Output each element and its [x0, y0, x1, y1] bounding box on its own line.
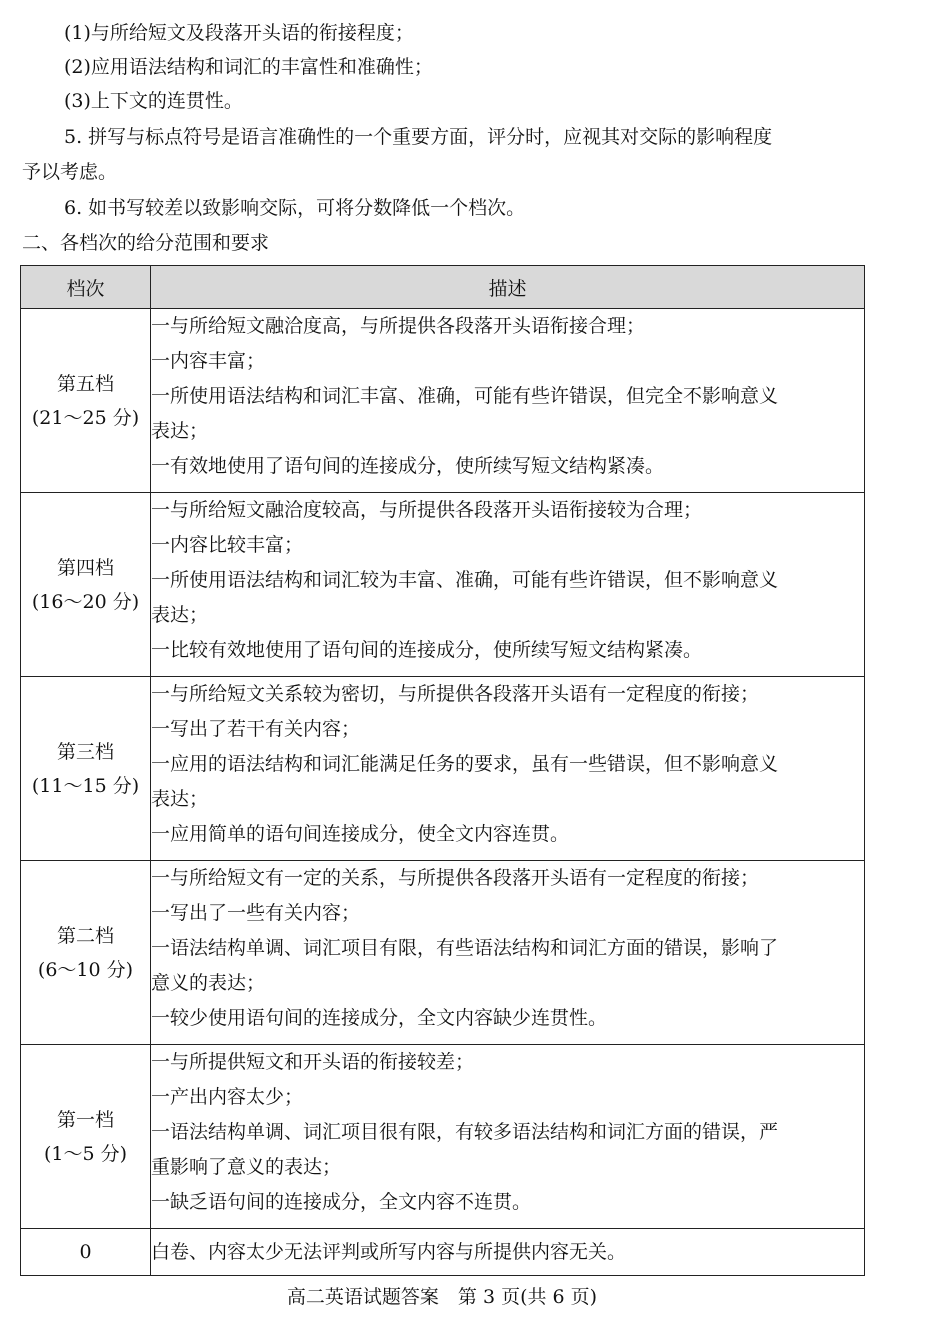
description-line: 一内容比较丰富；: [151, 534, 304, 556]
level-range: (1～5 分): [43, 1142, 128, 1165]
description-cell: [151, 1045, 865, 1229]
description-cell: [151, 861, 865, 1045]
table-row: [21, 493, 865, 677]
description-line: 一语法结构单调、词汇项目有限，有些语法结构和词汇方面的错误，影响了: [151, 937, 779, 959]
table-row: [21, 861, 865, 1045]
description-line: 表达；: [151, 788, 209, 810]
description-line: 一与所给短文有一定的关系，与所提供各段落开头语有一定程度的衔接；: [151, 867, 760, 889]
table-row: [21, 1045, 865, 1229]
level-range: (6～10 分): [37, 958, 134, 981]
level-name: 0: [79, 1241, 92, 1263]
header-description: 描述: [151, 266, 865, 309]
level-cell: [21, 1229, 151, 1276]
level-range: (21～25 分): [31, 406, 140, 429]
description-line: 一语法结构单调、词汇项目很有限，有较多语法结构和词汇方面的错误，严: [151, 1121, 779, 1143]
level-cell: [21, 1045, 151, 1229]
description-line: 一应用的语法结构和词汇能满足任务的要求，虽有一些错误，但不影响意义: [151, 753, 779, 775]
criterion-item-1: (1)与所给短文及段落开头语的衔接程度；: [64, 22, 414, 44]
section-heading: 二、各档次的给分范围和要求: [22, 232, 270, 254]
description-line: 一与所给短文融洽度较高，与所提供各段落开头语衔接较为合理；: [151, 499, 703, 521]
level-cell: [21, 677, 151, 861]
description-line: 白卷、内容太少无法评判或所写内容与所提供内容无关。: [151, 1240, 627, 1263]
description-line: 一有效地使用了语句间的连接成分，使所续写短文结构紧凑。: [151, 455, 665, 477]
level-cell: [21, 309, 151, 493]
rule-6-text: 6. 如书写较差以致影响交际，可将分数降低一个档次。: [64, 197, 526, 219]
description-line: 一缺乏语句间的连接成分，全文内容不连贯。: [151, 1191, 532, 1213]
description-line: 一内容丰富；: [151, 350, 266, 372]
level-cell: [21, 493, 151, 677]
description-line: 一产出内容太少；: [151, 1086, 304, 1108]
description-line: 一与所给短文融洽度高，与所提供各段落开头语衔接合理；: [151, 315, 646, 337]
description-cell: [151, 677, 865, 861]
description-line: 表达；: [151, 604, 209, 626]
table-row: [21, 677, 865, 861]
description-line: 一所使用语法结构和词汇丰富、准确，可能有些许错误，但完全不影响意义: [151, 385, 779, 407]
description-line: 一所使用语法结构和词汇较为丰富、准确，可能有些许错误，但不影响意义: [151, 569, 779, 591]
description-line: 一较少使用语句间的连接成分，全文内容缺少连贯性。: [151, 1007, 608, 1029]
description-line: 一写出了一些有关内容；: [151, 902, 361, 924]
criterion-item-3: (3)上下文的连贯性。: [64, 90, 243, 112]
level-name: 第一档: [56, 1108, 114, 1131]
description-line: 一与所提供短文和开头语的衔接较差；: [151, 1051, 475, 1073]
level-range: (16～20 分): [31, 590, 140, 613]
description-line: 表达；: [151, 420, 209, 442]
level-name: 第三档: [56, 740, 114, 763]
level-cell: [21, 861, 151, 1045]
description-line: 一应用简单的语句间连接成分，使全文内容连贯。: [151, 823, 570, 845]
description-cell: [151, 1229, 865, 1276]
table-header-row: [21, 266, 865, 309]
table-row: [21, 1229, 865, 1276]
description-cell: [151, 309, 865, 493]
description-line: 一写出了若干有关内容；: [151, 718, 361, 740]
level-name: 第二档: [56, 924, 114, 947]
description-line: 一与所给短文关系较为密切，与所提供各段落开头语有一定程度的衔接；: [151, 683, 760, 705]
level-name: 第五档: [56, 372, 114, 395]
level-range: (11～15 分): [31, 774, 140, 797]
description-line: 意义的表达；: [151, 972, 266, 994]
scoring-rubric-table: [20, 265, 865, 1276]
rule-5-text: 5. 拼写与标点符号是语言准确性的一个重要方面，评分时，应视其对交际的影响程度: [64, 126, 773, 148]
description-line: 一比较有效地使用了语句间的连接成分，使所续写短文结构紧凑。: [151, 639, 703, 661]
table-row: [21, 309, 865, 493]
header-level: 档次: [21, 266, 151, 309]
page-footer: 高二英语试题答案 第 3 页(共 6 页): [286, 1286, 598, 1308]
rule-5-text-cont: 予以考虑。: [22, 161, 118, 183]
description-cell: [151, 493, 865, 677]
description-line: 重影响了意义的表达；: [151, 1156, 342, 1178]
level-name: 第四档: [56, 556, 114, 579]
criterion-item-2: (2)应用语法结构和词汇的丰富性和准确性；: [64, 56, 433, 78]
